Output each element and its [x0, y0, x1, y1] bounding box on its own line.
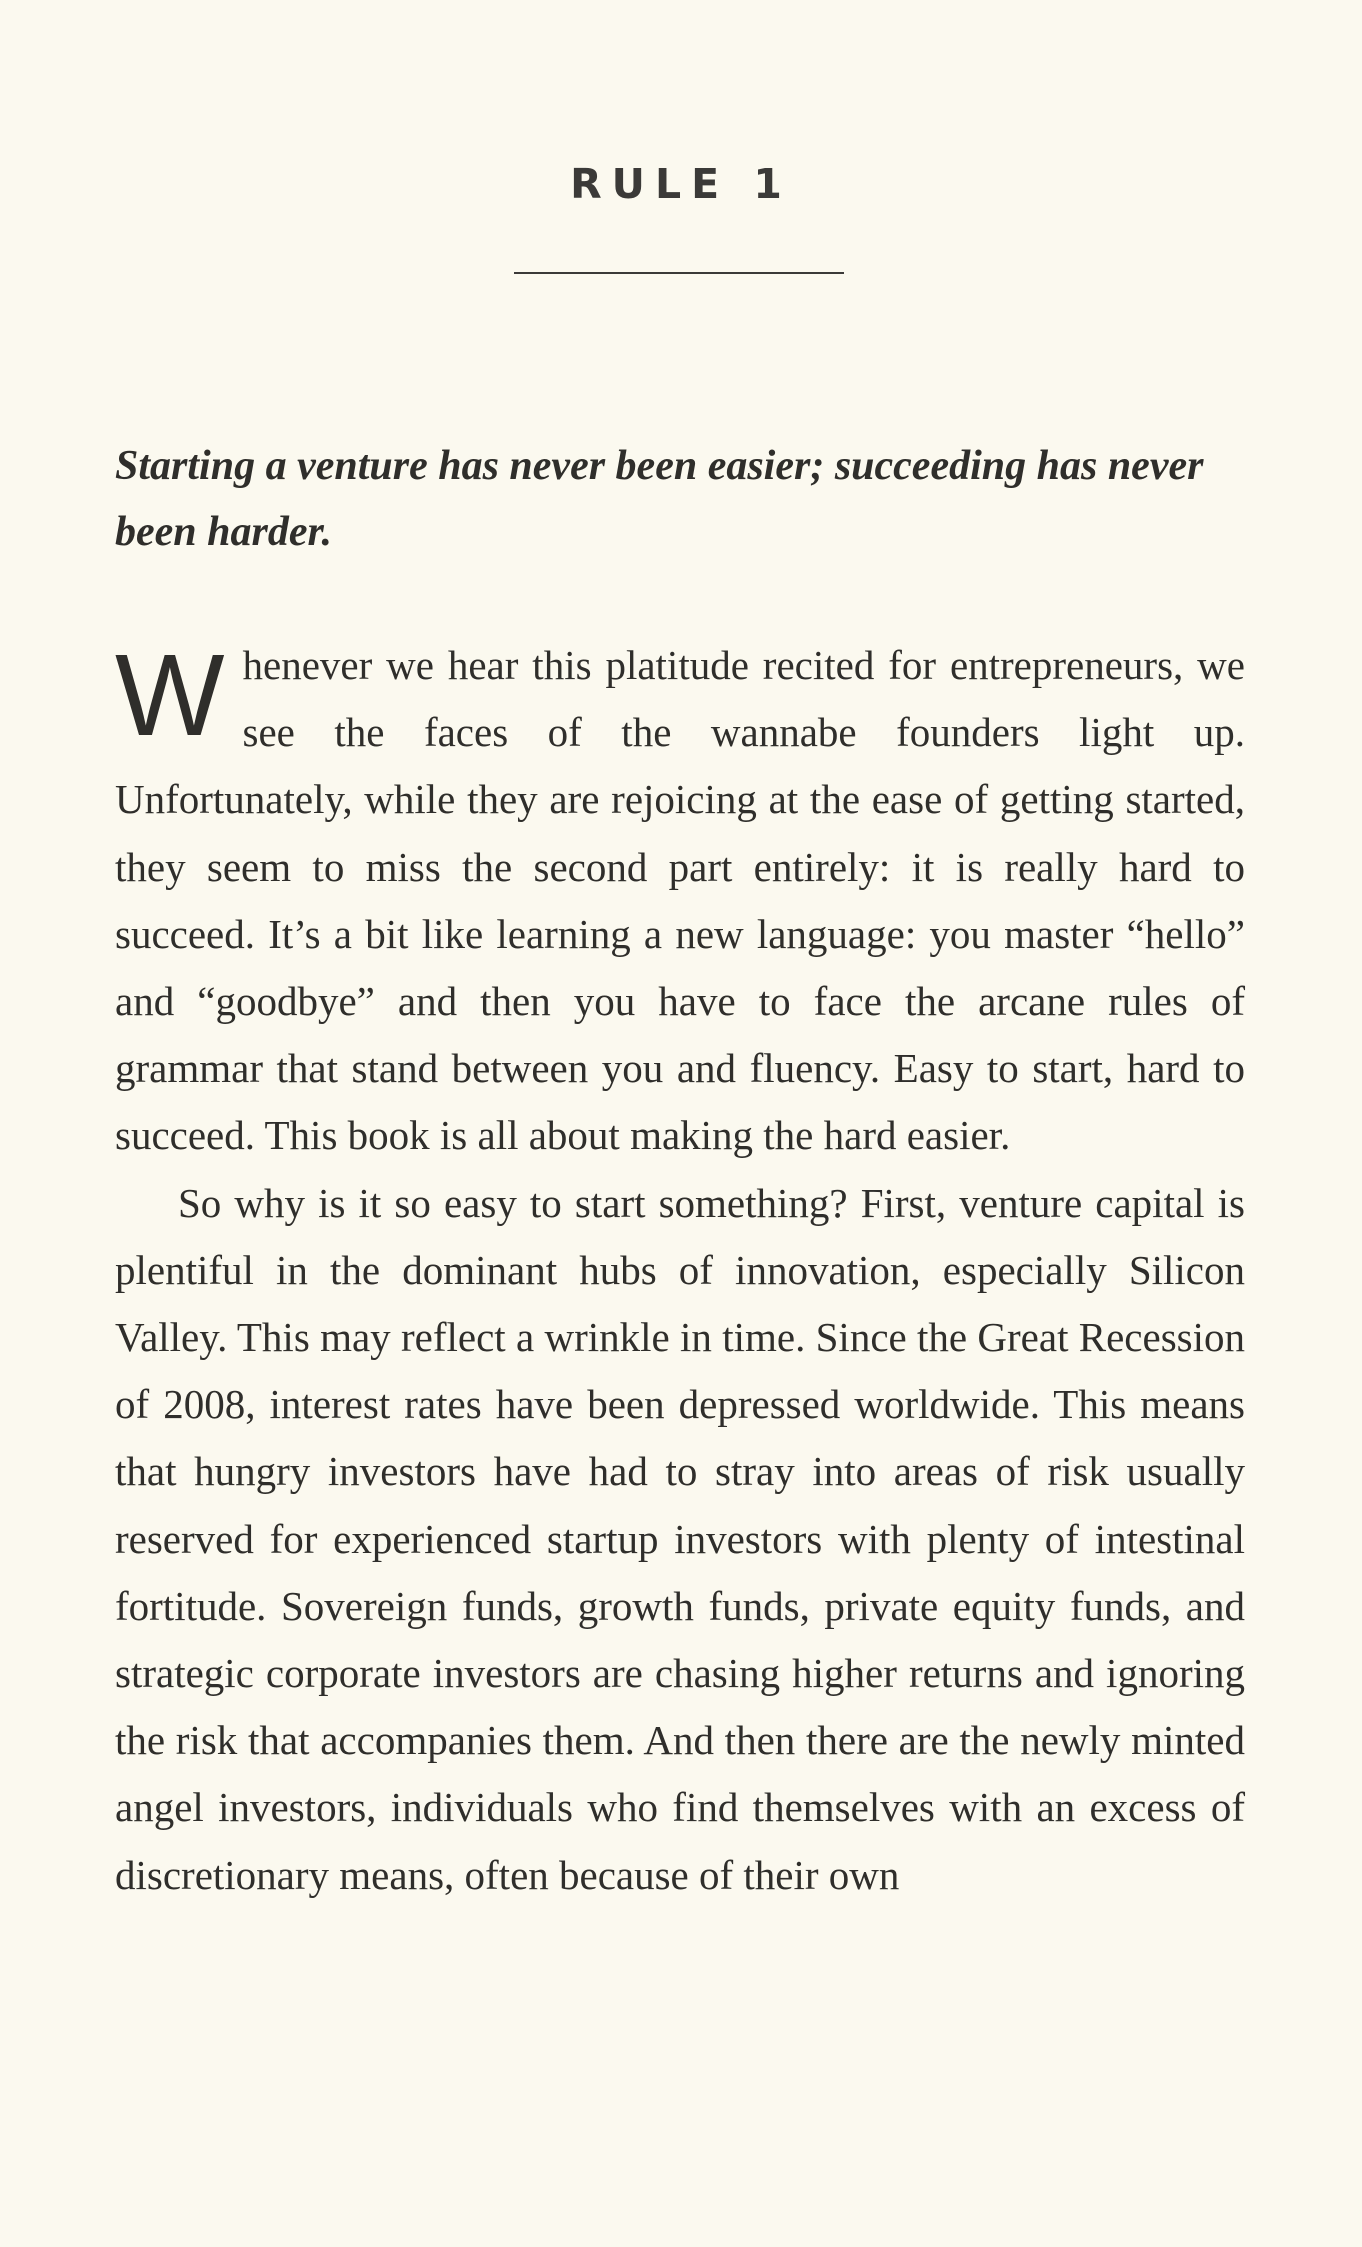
drop-cap: W — [115, 630, 223, 760]
body-text — [115, 632, 1245, 1909]
paragraph-1 — [115, 632, 1245, 1170]
epigraph: Starting a venture has never been easier; succeeding has never been harder. — [115, 443, 1204, 555]
paragraph-1-text: henever we hear this platitude recited for entrepreneurs, we see the faces of the wannabe founders light up. Unfortunately, while they are rejoicing at the ease of getting started, they seem to miss the second part entirely: it is really hard to succeed. It’s a bit like learning a new language: you master “hello” and “goodbye” and then you have to face the arcane rules of grammar that stand between you and fluency. Easy to start, hard to succeed. This book is all about making the hard easier. — [115, 642, 1245, 1159]
heading-divider — [514, 272, 844, 274]
drop-cap-container — [115, 630, 223, 760]
paragraph-2: So why is it so easy to start something? First, venture capital is plentiful in the dominant hubs of innovation, especially Silicon Valley. This may reflect a wrinkle in time. Since the Great Recession of 2008, interest rates have been depressed worldwide. This means that hungry investors have had to stray into areas of risk usually reserved for experienced startup investors with plenty of intestinal fortitude. Sovereign funds, growth funds, private equity funds, and strategic corporate investors are chasing higher returns and ignoring the risk that accompanies them. And then there are the newly minted angel investors, individuals who find themselves with an excess of discretionary means, often because of their own — [115, 1179, 1245, 1898]
chapter-heading: RULE 1 — [570, 160, 792, 208]
